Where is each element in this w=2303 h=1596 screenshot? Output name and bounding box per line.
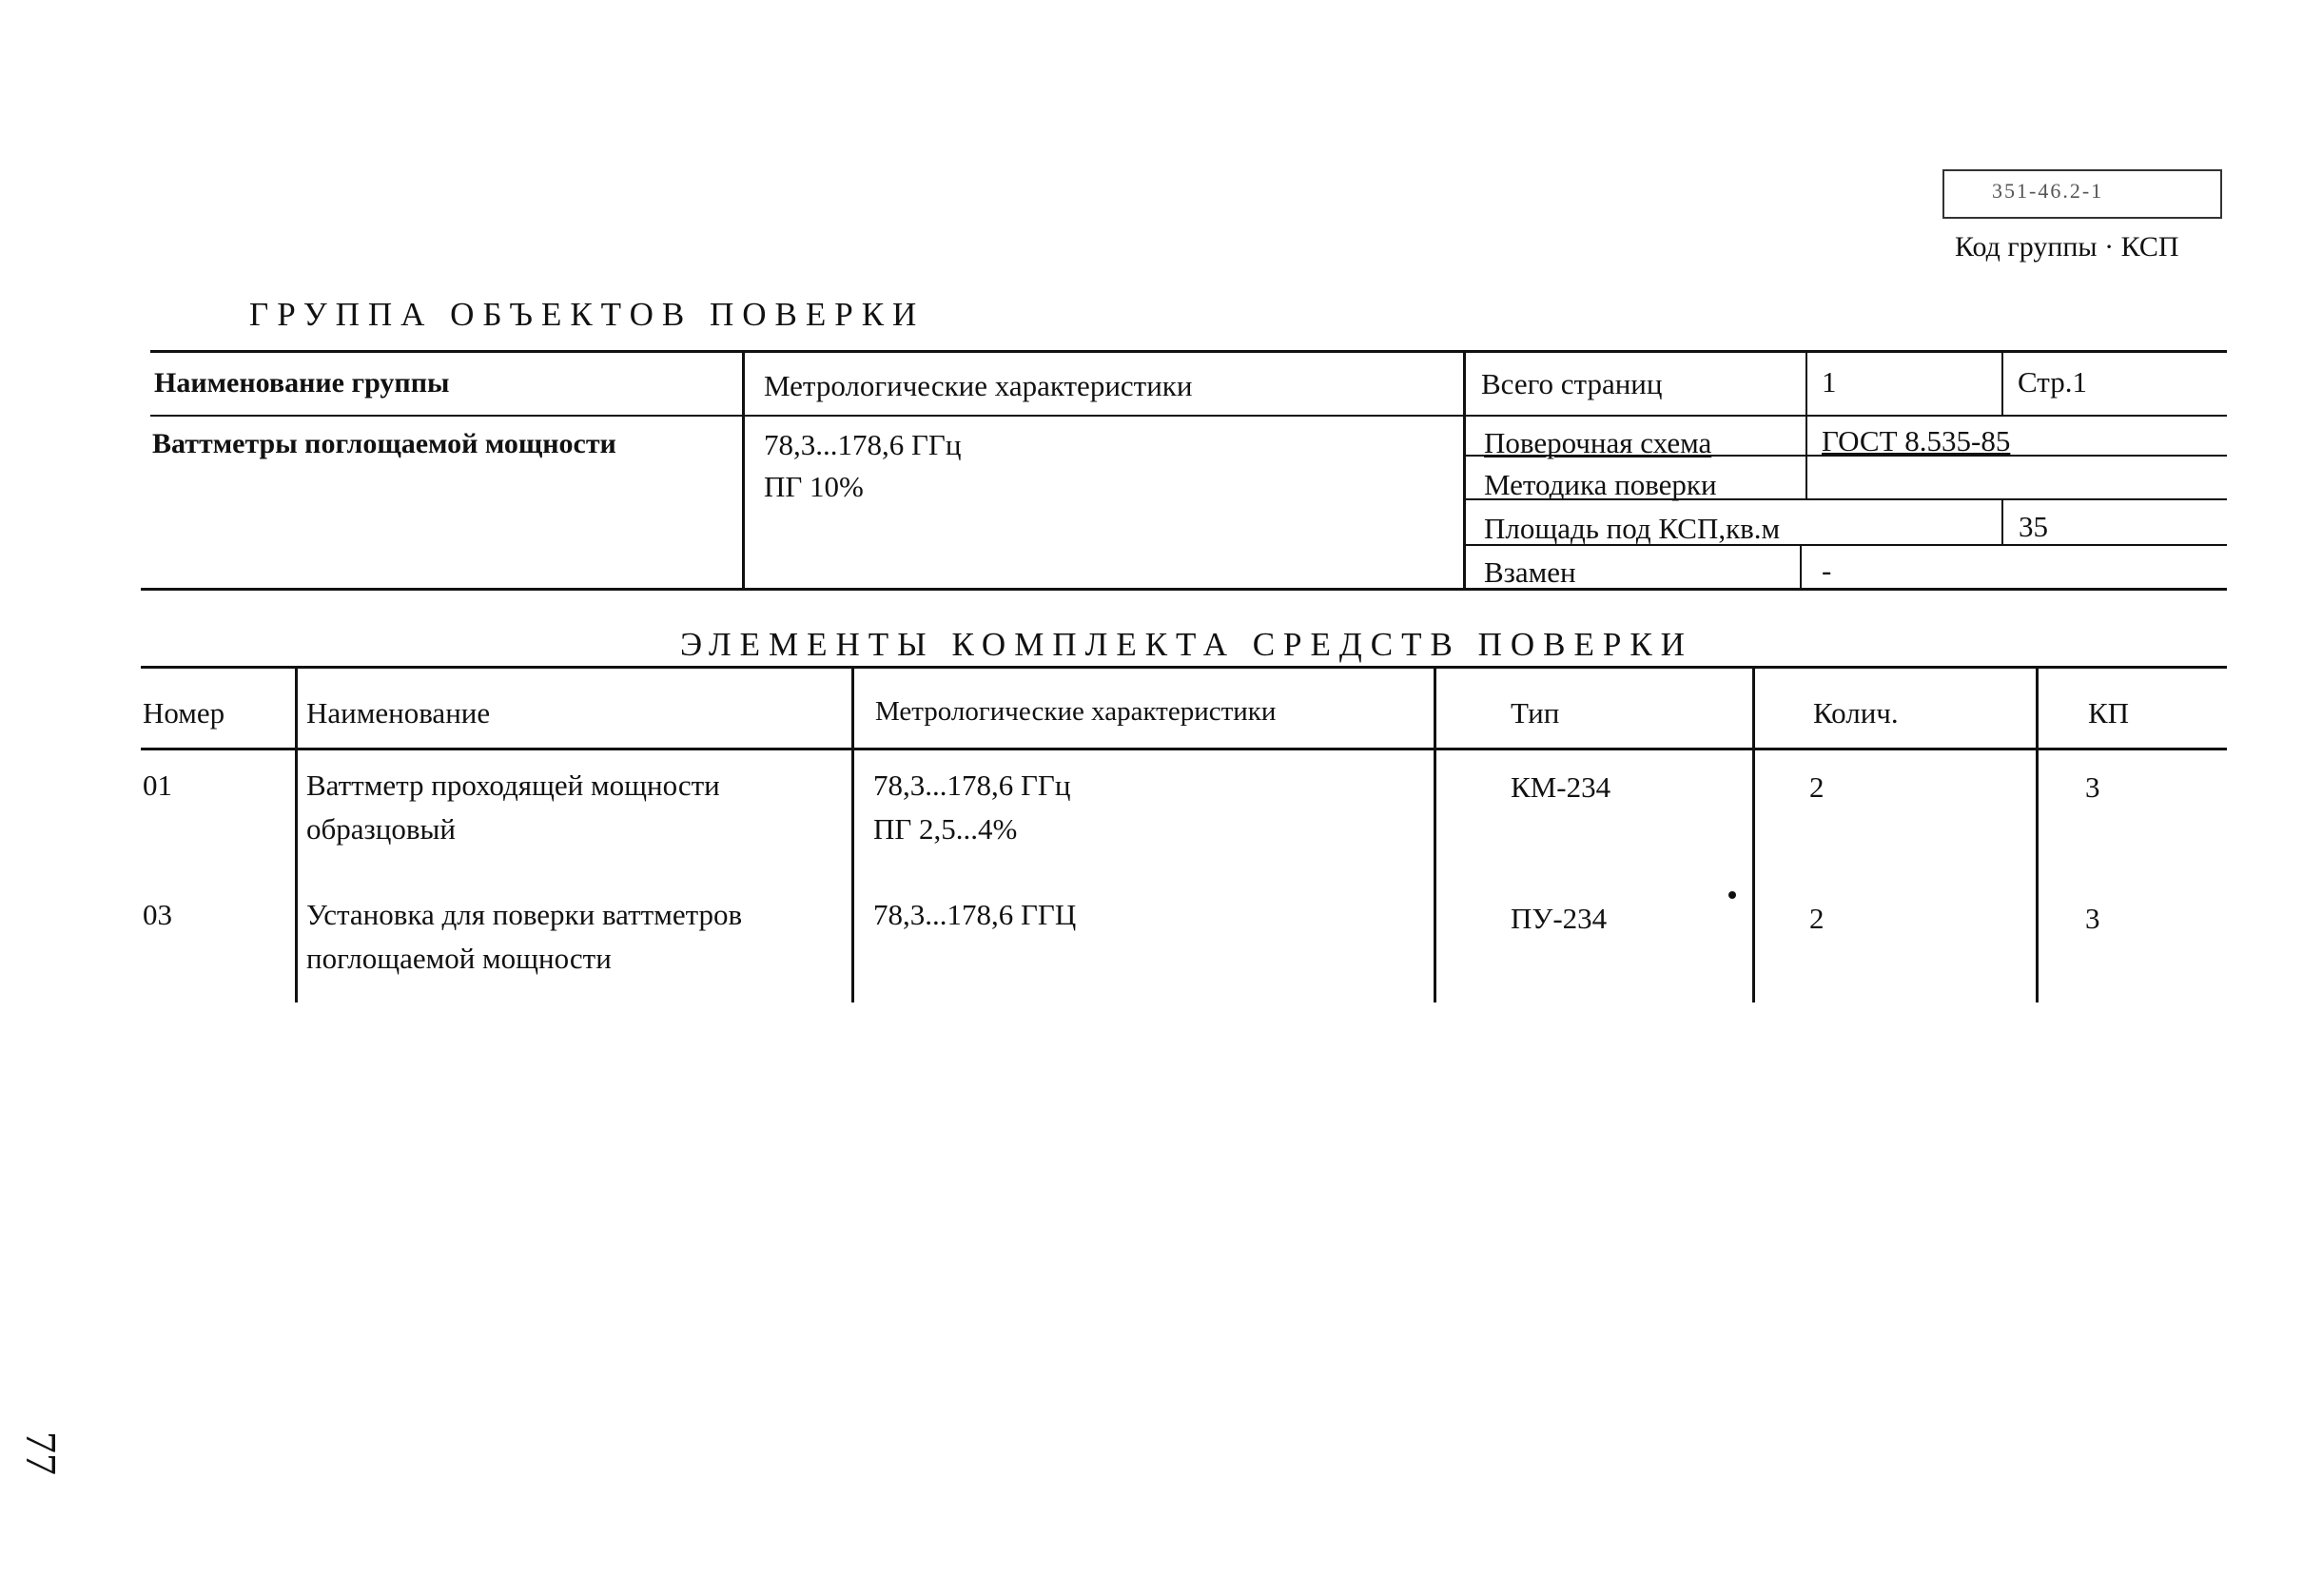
row-name-line2: поглощаемой мощности (306, 942, 612, 975)
group-col-divider-4 (2001, 352, 2003, 417)
group-table-bottom-line (141, 588, 2227, 591)
group-header-divider (150, 415, 1465, 417)
group-section-title: ГРУППА ОБЪЕКТОВ ПОВЕРКИ (249, 296, 926, 333)
row-qty: 2 (1809, 770, 1825, 804)
elements-col-divider-1 (295, 668, 298, 1002)
group-col-divider-3 (1805, 352, 1807, 498)
page-label: Стр.1 (2018, 365, 2087, 399)
row-name-line1: Ваттметр проходящей мощности (306, 769, 720, 802)
group-code-label: Код группы · КСП (1955, 231, 2179, 263)
elements-header-bottom-line (141, 748, 2227, 750)
group-col-name-header: Наименование группы (154, 367, 450, 399)
elements-col-divider-2 (851, 668, 854, 1002)
header-kp: КП (2088, 696, 2130, 730)
scheme-label: Поверочная схема (1484, 426, 1712, 459)
header-type: Тип (1511, 696, 1560, 730)
row-qty: 2 (1809, 902, 1825, 935)
row-type: КМ-234 (1511, 770, 1611, 804)
row-metro-line2: ПГ 2,5...4% (873, 812, 1018, 846)
row-name-line2: образцовый (306, 812, 456, 846)
row-name-line1: Установка для поверки ваттметров (306, 898, 743, 931)
scheme-value: ГОСТ 8.535-85 (1822, 424, 2011, 457)
row-kp: 3 (2085, 902, 2100, 935)
header-metro: Метрологические характеристики (875, 696, 1277, 727)
row-type: ПУ-234 (1511, 902, 1608, 935)
method-label: Методика поверки (1484, 468, 1717, 501)
header-qty: Колич. (1813, 696, 1899, 730)
header-number: Номер (143, 696, 225, 730)
page-number: 77 (17, 1431, 66, 1475)
row-number: 03 (143, 898, 172, 931)
total-pages-value: 1 (1822, 365, 1837, 399)
elements-table-top-line (141, 666, 2227, 669)
scan-dot-mark (1728, 891, 1736, 899)
row-kp: 3 (2085, 770, 2100, 804)
row-metro-line1: 78,3...178,6 ГГц (873, 769, 1071, 802)
group-col-divider-2 (1463, 352, 1466, 588)
group-metro-line2: ПГ 10% (764, 470, 864, 503)
group-code-box-text: 351-46.2-1 (1992, 179, 2104, 203)
row-metro-line1: 78,3...178,6 ГГЦ (873, 898, 1077, 931)
total-pages-label: Всего страниц (1481, 367, 1663, 400)
replace-value: - (1822, 554, 1832, 587)
group-metro-line1: 78,3...178,6 ГГц (764, 428, 962, 461)
elements-section-title: ЭЛЕМЕНТЫ КОМПЛЕКТА СРЕДСТВ ПОВЕРКИ (680, 626, 1693, 663)
group-col-divider-1 (742, 352, 745, 588)
elements-col-divider-3 (1434, 668, 1436, 1002)
group-code-box (1942, 169, 2222, 219)
group-col-divider-5 (2001, 498, 2003, 544)
group-table-top-line (150, 350, 2227, 353)
area-value: 35 (2019, 510, 2048, 543)
group-name-value: Ваттметры поглощаемой мощности (152, 428, 616, 459)
row-number: 01 (143, 769, 172, 802)
elements-col-divider-5 (2036, 668, 2039, 1002)
area-label: Площадь под КСП,кв.м (1484, 512, 1781, 545)
header-name: Наименование (306, 696, 491, 730)
group-col-divider-6 (1800, 544, 1802, 588)
replace-label: Взамен (1484, 555, 1576, 589)
elements-col-divider-4 (1752, 668, 1755, 1002)
group-right-divider-1 (1465, 415, 2227, 417)
group-col-metro-header: Метрологические характеристики (764, 369, 1193, 402)
